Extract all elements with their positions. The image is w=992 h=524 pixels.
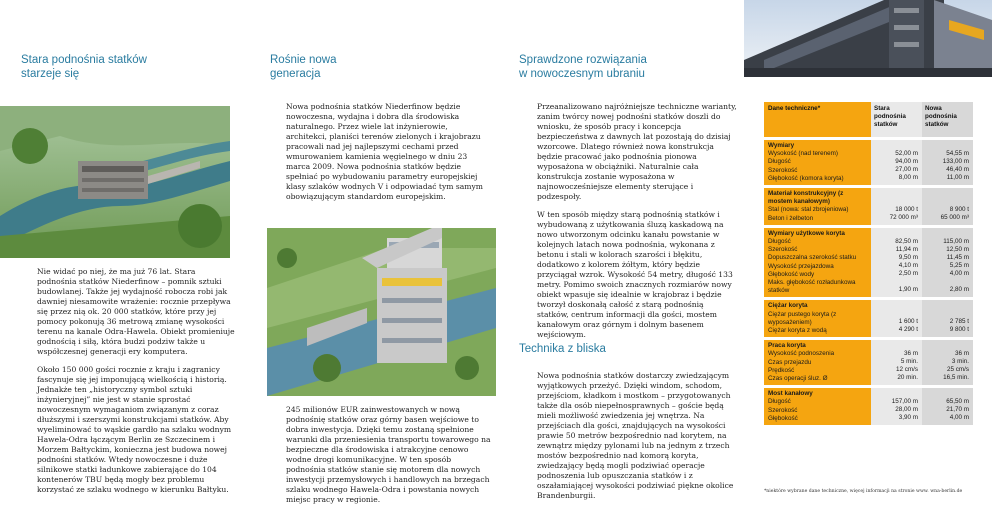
row-old-value: 3,90 m [898,414,918,422]
row-old-value: 36 m [904,350,918,358]
table-footnote: *niektóre wybrane dane techniczne, więcej informacji na stronie www. wna-berlin.de [764,489,963,494]
row-old-value: 2,50 m [898,269,918,277]
new-ship-lift-rendering [267,228,496,396]
row-old-value: 1 600 t [898,318,918,326]
row-old-value: 20 min. [897,374,918,382]
row-new-value: 5,25 m [949,261,969,269]
row-label: Stal (nowa: stal zbrojeniowa) [768,206,849,214]
section-old-values [871,300,922,337]
row-label: Długość [768,158,791,166]
section-new-values [922,340,973,385]
row-label: Szerokość [768,166,798,174]
row-new-value: 36 m [955,350,969,358]
row-new-value: 46,40 m [946,165,969,173]
old-ship-lift-photo [0,106,230,258]
row-new-value: 8 900 t [949,205,969,213]
table-header [764,102,973,137]
section-title: Materiał konstrukcyjny (z mostem kanałowym) [768,190,844,206]
row-new-value: 12,50 m [946,245,969,253]
row-new-value: 9 800 t [949,326,969,334]
row-old-value: 52,00 m [895,149,918,157]
row-new-value: 133,00 m [942,157,969,165]
row-old-value: 72 000 m³ [889,213,918,221]
row-new-value: 54,55 m [946,149,969,157]
row-new-value: 4,00 m [949,414,969,422]
row-label: Głębokość wody [768,270,815,278]
row-new-value: 4,00 m [949,269,969,277]
row-new-value: 11,45 m [946,253,969,261]
row-old-value: 8,00 m [898,173,918,181]
section-title: Praca koryta [768,342,806,350]
row-label: Beton i żelbeton [768,214,814,222]
row-old-value: 4 290 t [898,326,918,334]
section-old-values [871,228,922,298]
section-new-values [922,188,973,225]
row-label: Długość [768,238,791,246]
col3-paragraph: W ten sposób między starą podnośnią statków i wybudowaną z użytkowania śluzą kaskadową na nowo utworzonym odcinku kanału powstanie w kolejnych latach nowa podnośnia, wykonana z betonu i stali w kolorach szarości i błękitu, dodatkowo z kolorem żółtym, który będzie przyciągał wzrok. Wysokość 54 metry, długość 133 metry. Pomimo swoich znacznych rozmiarów nowy obiekt wpasuje się idealnie w krajobraz i będzie tworzył doskonałą całość z starą podnośnią statków, centrum informacji dla gości, mostem kanałowym oraz górnym i dolnym basenem wejściowym. [537,210,733,339]
section-title: Most kanałowy [768,390,813,398]
table-sections [764,140,973,425]
section-labels [764,228,871,298]
row-new-value: 16,5 min. [943,374,969,382]
ship-lift-photo-top [744,0,992,77]
row-new-value: 3 min. [951,358,969,366]
row-new-value: 25 cm/s [946,366,969,374]
row-label: Maks. głębokość rozładunkowa statków [768,279,856,295]
col2-paragraph: Nowa podnośnia statków Niederfinow będzie nowoczesna, wydajna i dobra dla środowiska naturalnego. Przez wiele lat inżynierowie, architekci, planiści terenów zielonych i krajobrazu pracowali nad jej najlepszymi cechami przed wmurowaniem kamienia węgielnego w dniu 23 marca 2009. Nowa podnośnia statków będzie spełniać po wybudowaniu parametry europejskiej klasy szlaków wodnych V i odpowiadać tym samym obowiązującym standardom europejskim. [286,102,483,201]
row-old-value: 157,00 m [891,398,918,406]
section-labels [764,188,871,225]
table-section [764,340,973,385]
row-label: Dopuszczalna szerokość statku [768,254,857,262]
section-labels [764,300,871,337]
section-labels [764,340,871,385]
col3-text-top [537,102,737,348]
row-old-value: 11,94 m [895,245,918,253]
section-new-values [922,300,973,337]
row-new-value: 65 000 m³ [940,213,969,221]
col1-paragraph: Nie widać po niej, że ma już 76 lat. Stara podnośnia statków Niederfinow – pomnik sztuki budowlanej. Także jej wydajność robocza robi jak dawniej niesamowite wrażenie: rocznie przepływa się przez nią ok. 20 000 statków, które przy jej pomocy pokonują 36 metrową zmianę wysokości terenu na kanale Odra-Hawela. Obiekt promieniuje godnością i siłą, która budzi podziw także u współczesnej generacji ery komputera. [37,267,235,356]
col3-heading: Sprawdzone rozwiązania w nowoczesnym ubraniu [519,54,647,80]
technical-data-table [764,102,973,425]
col3-paragraph: Przeanalizowano najróżniejsze techniczne warianty, zanim twórcy nowej podnośni statków doszli do wniosku, że sposób pracy i koncepcja bezpieczeństwa z dawnych lat pozostają do dzisiaj wzorcowe. Dlatego również nowa konstrukcja będzie pracować jako podnośnia pionowa wyposażona w obciążniki. Naturalnie cała konstrukcja zostanie wyposażona w najnowocześniejsze elementy sterujące i podzespoły. [537,102,737,201]
col1-heading: Stara podnośnia statków starzeje się [21,54,147,80]
row-old-value: 5 min. [900,358,918,366]
section-labels [764,140,871,185]
table-title: Dane techniczne* [764,102,871,137]
row-old-value: 18 000 t [895,205,918,213]
row-old-value: 94,00 m [895,157,918,165]
col2-text-bottom [286,405,491,513]
table-section [764,300,973,337]
col2-heading: Rośnie nowa generacja [270,54,337,80]
row-old-value: 82,50 m [895,237,918,245]
row-label: Czas operacji śluz. Ø [768,375,828,383]
column-new: Nowa podnośnia statków [922,102,973,137]
section-old-values [871,188,922,225]
row-label: Prędkość [768,366,795,374]
row-new-value: 2,80 m [949,285,969,293]
row-label: Głębokość (komora koryta) [768,174,844,182]
row-new-value: 11,00 m [946,173,969,181]
section-title: Wymiary użytkowe koryta [768,229,845,237]
row-old-value: 1,90 m [898,285,918,293]
section-old-values [871,340,922,385]
col2-paragraph: 245 milionów EUR zainwestowanych w nową podnośnię statków oraz górny basen wejściowe to dobra inwestycja. Dzięki temu zostaną spełnione warunki dla przeniesienia transportu towarowego na bezpieczne dla środowiska i atrakcyjne cenowo wodne drogi komunikacyjne. W ten sposób podnośnia statków stanie się motorem dla nowych inwestycji przemysłowych i handlowych na brzegach szlaku wodnego Hawela-Odra i powstania nowych miejsc pracy w regionie. [286,405,491,504]
row-old-value: 12 cm/s [895,366,918,374]
table-section [764,188,973,225]
row-old-value: 27,00 m [895,165,918,173]
row-old-value: 28,00 m [895,406,918,414]
col3-subheading: Technika z bliska [519,343,606,355]
row-new-value: 115,00 m [943,237,969,245]
row-new-value: 21,70 m [946,406,969,414]
section-old-values [871,388,922,425]
row-label: Szerokość [768,406,798,414]
row-new-value: 65,50 m [946,398,969,406]
section-old-values [871,140,922,185]
row-old-value: 4,10 m [898,261,918,269]
section-new-values [922,140,973,185]
row-label: Ciężar pustego koryta (z wyposażeniem) [768,310,837,326]
section-new-values [922,228,973,298]
table-section [764,388,973,425]
row-label: Długość [768,398,791,406]
section-labels [764,388,871,425]
section-title: Wymiary [768,142,795,149]
row-new-value: 2 785 t [949,318,969,326]
section-new-values [922,388,973,425]
row-label: Głębokość [768,414,798,422]
row-old-value: 9,50 m [898,253,918,261]
row-label: Wysokość (nad terenem) [768,150,838,158]
table-section [764,140,973,185]
col1-text [37,267,236,503]
col2-text-top [286,102,486,210]
col3-paragraph: Nowa podnośnia statków dostarczy zwiedzającym wyjątkowych przeżyć. Dzięki windom, schodom, przejściom, kładkom i mostkom – przygotowanych także dla osób niepełnosprawnych – goście będą mieli możliwość zwiedzenia jej wnętrza. Na przejściach dla gości, znajdujących na wysokości prawie 50 metrów bezpośrednio nad korytem, na zewnątrz między pylonami lub na jednym z trzech mostów bezpośrednio nad komorą koryta, zwiedzający będą mogli podziwiać operacje podnoszenia lub opuszczania statków i z oszałamiającej wysokości podziwiać piękne okolice Brandenburgii. [537,371,734,500]
column-old: Stara podnośnia statków [871,102,922,137]
col3-text-bottom [537,371,737,509]
row-label: Wysokość podnoszenia [768,350,835,358]
col1-paragraph: Około 150 000 gości rocznie z kraju i zagranicy fascynuje się jej imponującą wielkością i historią. Jednakże ten „historyczny symbol sztuki inżynieryjnej” nie jest w stanie sprostać nowoczesnym wymaganiom związanym z coraz dłuższymi i szerszymi konstrukcjami statków. Aby wyeliminować to wąskie gardło na szlaku wodnym Hawela-Odra łączącym Berlin ze Szczecinem i Morzem Bałtyckim, konieczna jest budowa nowej podnośni statków. Wtedy nowoczesne i duże silnikowe statki ładunkowe zabierające do 104 kontenerów TBU będą mogły bez problemu korzystać ze szlaku wodnego w kierunku Bałtyku. [37,365,232,494]
row-label: Czas przejazdu [768,358,812,366]
row-label: Wysokość przejazdowa [768,262,834,270]
row-label: Szerokość [768,246,798,254]
table-section [764,228,973,298]
section-title: Ciężar koryta [768,302,808,310]
row-label: Ciężar koryta z wodą [768,327,827,335]
